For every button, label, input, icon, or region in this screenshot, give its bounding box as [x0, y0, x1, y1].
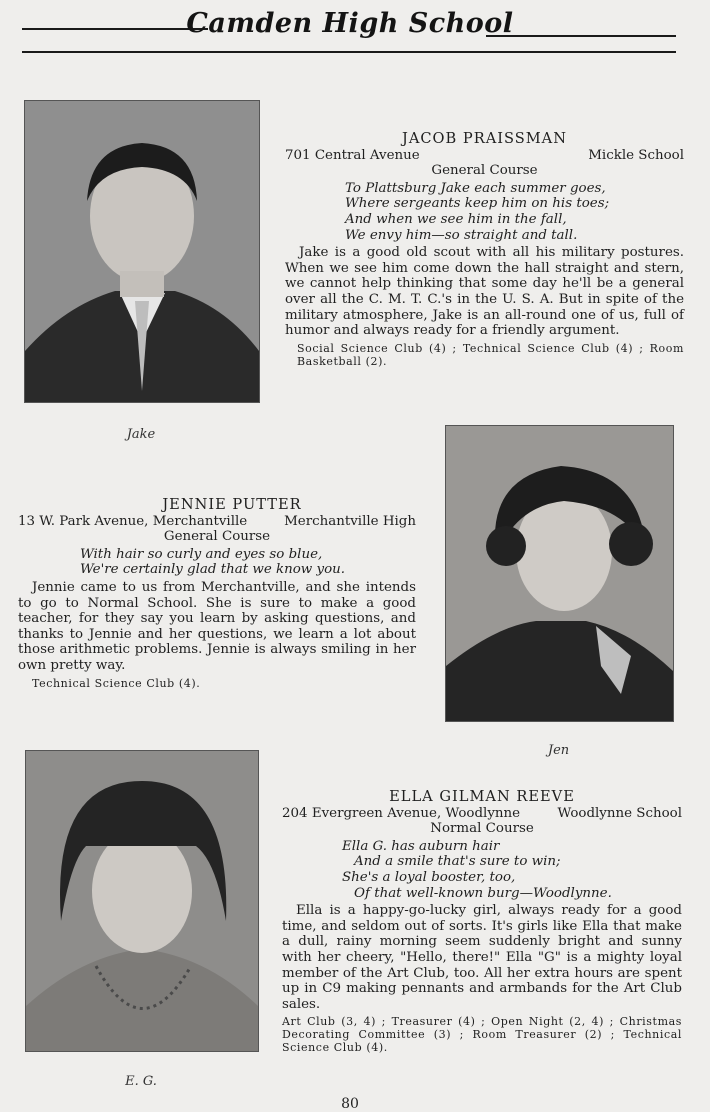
poem-line: Where sergeants keep him on his toes; — [345, 196, 610, 212]
course: General Course — [163, 529, 271, 545]
activities: Art Club (3, 4) ; Treasurer (4) ; Open Night (2, 4) ; Christmas Decorating Committee (3) ; Room Treasurer (2) ; Technical Science Club (4). — [282, 1015, 682, 1055]
nickname-caption-jennie: Jen — [547, 743, 570, 758]
poem — [282, 839, 682, 901]
portrait-photo-jennie — [445, 425, 674, 722]
poem-line: She's a loyal booster, too, — [342, 869, 516, 885]
activities: Technical Science Club (4). — [32, 676, 201, 690]
poem — [18, 547, 416, 578]
address-line — [282, 806, 682, 822]
biography: Jake is a good old scout with all his military postures. When we see him come down the hall straight and stern, we cannot help thinking that some day he'll be a general over all the C. M. T. C.'s in the U. S. A. But in spite of the military atmosphere, Jake is an all-round one of us, full of humor and always ready for a friendly argument. — [285, 245, 684, 339]
poem-line: To Plattsburg Jake each summer goes, — [345, 180, 606, 196]
poem-line: Ella G. has auburn hair — [342, 838, 500, 854]
poem-line: We envy him—so straight and tall. — [345, 227, 578, 243]
entry-jacob — [285, 131, 684, 368]
poem-line: We're certainly glad that we know you. — [80, 562, 346, 578]
previous-school: Mickle School — [588, 147, 684, 163]
nickname-caption-ella: E. G. — [125, 1074, 157, 1089]
poem — [285, 181, 684, 243]
student-name: JENNIE PUTTER — [162, 496, 302, 513]
previous-school: Merchantville High — [284, 513, 416, 529]
portrait-photo-ella — [25, 750, 259, 1052]
page-number: 80 — [341, 1096, 359, 1112]
home-address: 204 Evergreen Avenue, Woodlynne — [282, 805, 521, 821]
poem-line: Of that well-known burg—Woodlynne. — [354, 885, 612, 901]
poem-line: And when we see him in the fall, — [345, 211, 567, 227]
course: General Course — [431, 163, 538, 179]
student-name: ELLA GILMAN REEVE — [389, 788, 575, 805]
home-address: 701 Central Avenue — [285, 147, 420, 163]
course: Normal Course — [430, 821, 534, 837]
poem-line: And a smile that's sure to win; — [354, 854, 561, 870]
activities: Social Science Club (4) ; Technical Science Club (4) ; Room Basketball (2). — [297, 341, 684, 368]
student-name: JACOB PRAISSMAN — [402, 130, 567, 147]
biography: Ella is a happy-go-lucky girl, always ready for a good time, and seldom out of sorts. It's girls like Ella that make a dull, rainy morning seem suddenly bright and sunny with her cheery, "Hello, there!" Ella "G" is a mighty loyal member of the Art Club, too. All her extra hours are spent up in C9 making pennants and armbands for the Art Club sales. — [282, 903, 682, 1012]
address-line — [18, 514, 416, 530]
entry-jennie — [18, 497, 416, 690]
nickname-caption-jacob: Jake — [126, 427, 156, 442]
home-address: 13 W. Park Avenue, Merchantville — [18, 513, 248, 529]
biography: Jennie came to us from Merchantville, and she intends to go to Normal School. She is sure to make a good teacher, for they say you learn by asking questions, and thanks to Jennie and her questions, we learn a lot about those arithmetic problems. Jennie is always smiling in her own pretty way. — [18, 579, 416, 673]
page-title: Camden High School — [186, 8, 514, 39]
entry-ella — [282, 789, 682, 1054]
poem-line: With hair so curly and eyes so blue, — [80, 546, 323, 562]
address-line — [285, 148, 684, 164]
previous-school: Woodlynne School — [557, 805, 682, 821]
header-rule-bottom — [22, 51, 676, 53]
portrait-photo-jacob — [24, 100, 260, 403]
